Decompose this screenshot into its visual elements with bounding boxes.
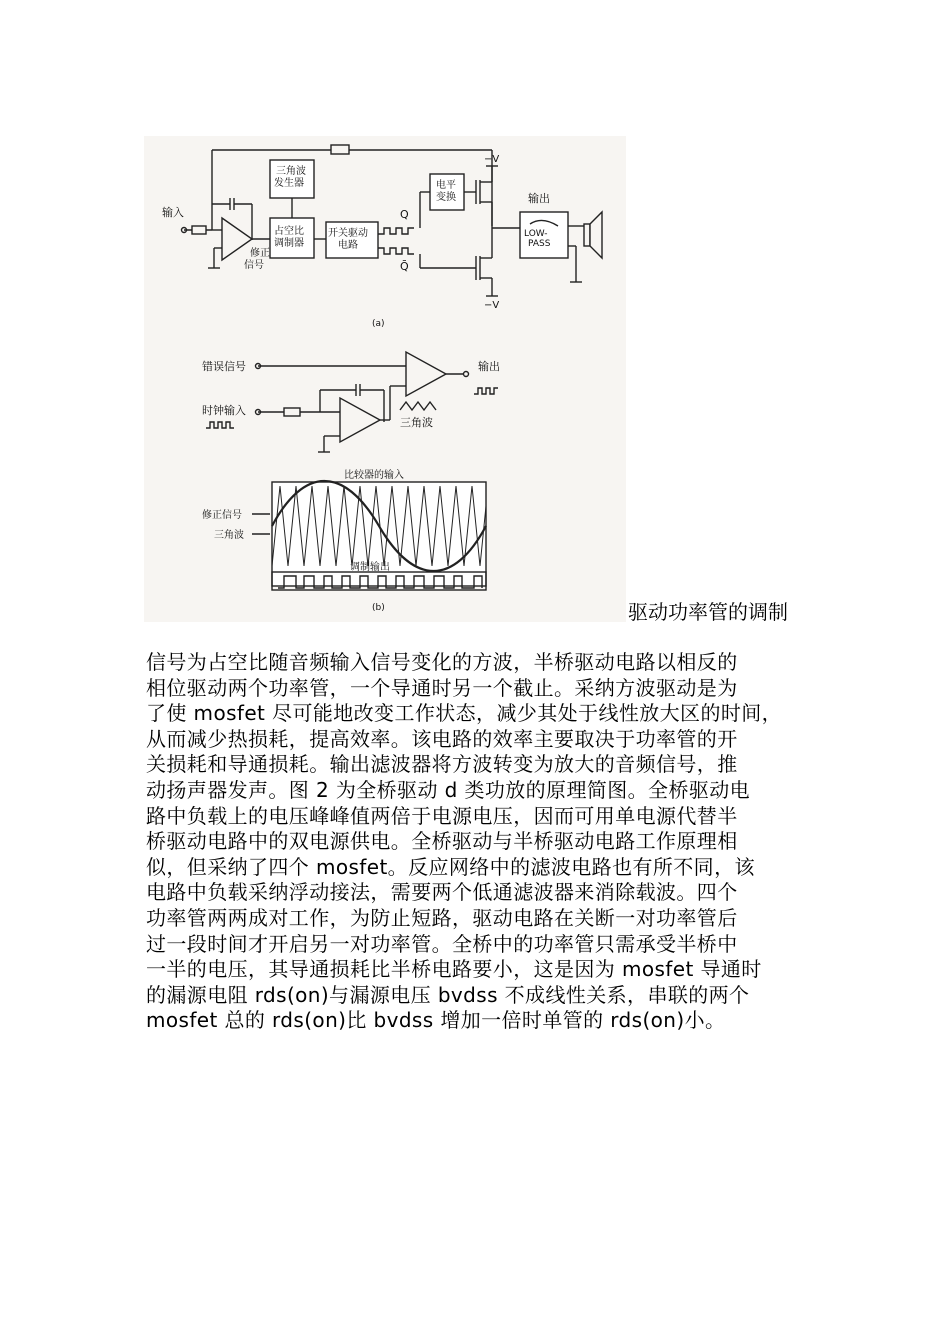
error-signal-label: 错误信号 bbox=[202, 360, 246, 373]
lowpass-line2: PASS bbox=[528, 239, 551, 249]
level-shift-line1: 电平 bbox=[436, 180, 456, 191]
level-shift-line2: 变换 bbox=[436, 192, 456, 203]
clock-input-label: 时钟输入 bbox=[202, 404, 246, 417]
lowpass-line1: LOW- bbox=[524, 229, 548, 239]
paragraph-line: 路中负载上的电压峰峰值两倍于电源电压，因而可用单电源代替半 bbox=[146, 803, 738, 828]
paragraph-line: 一半的电压，其导通损耗比半桥电路要小，这是因为 mosfet 导通时 bbox=[146, 957, 762, 982]
correction-line2: 信号 bbox=[244, 260, 264, 271]
output-label-b: 输出 bbox=[478, 360, 500, 373]
paragraph-line: 动扬声器发声。图 2 为全桥驱动 d 类功放的原理简图。全桥驱动电 bbox=[146, 777, 751, 802]
triangle-gen-label bbox=[274, 164, 309, 189]
q-bar-label: Q̄ bbox=[400, 260, 409, 273]
level-shift-label bbox=[436, 178, 459, 203]
q-label: Q bbox=[400, 208, 409, 221]
paragraph-line: 桥驱动电路中的双电源供电。全桥驱动与半桥驱动电路工作原理相 bbox=[146, 829, 738, 854]
paragraph-line: 功率管两两成对工作，为防止短路，驱动电路在关断一对功率管后 bbox=[146, 905, 738, 930]
paragraph-line: 关损耗和导通损耗。输出滤波器将方波转变为放大的音频信号，推 bbox=[146, 752, 738, 777]
output-label-a: 输出 bbox=[528, 192, 550, 205]
caption-a: (a) bbox=[372, 319, 385, 329]
vneg-bottom-label: −V bbox=[484, 300, 500, 311]
paragraph-line: 电路中负载采纳浮动接法，需要两个低通滤波器来消除载波。四个 bbox=[146, 880, 738, 905]
triangle-gen-line1: 三角波 bbox=[276, 166, 306, 177]
triangle-label-b: 三角波 bbox=[400, 416, 433, 429]
switch-driver-line2: 电路 bbox=[338, 240, 358, 251]
correction-line1: 修正 bbox=[250, 248, 270, 259]
paragraph-line: 信号为占空比随音频输入信号变化的方波，半桥驱动电路以相反的 bbox=[146, 650, 738, 674]
vneg-top-label: −V bbox=[484, 154, 500, 165]
duty-modulator-line2: 调制器 bbox=[274, 238, 304, 249]
body-paragraph bbox=[146, 650, 816, 1034]
paragraph-line: 过一段时间才开启另一对功率管。全桥中的功率管只需承受半桥中 bbox=[146, 931, 738, 956]
paragraph-line: 的漏源电阻 rds(on)与漏源电压 bvdss 不成线性关系，串联的两个 bbox=[146, 982, 750, 1007]
paragraph-line: 相位驱动两个功率管，一个导通时另一个截止。采纳方波驱动是为 bbox=[146, 675, 738, 700]
duty-modulator-label bbox=[274, 224, 307, 249]
input-label: 输入 bbox=[162, 206, 184, 219]
caption-tail: 驱动功率管的调制 bbox=[628, 600, 788, 624]
triangle-wave-label: 三角波 bbox=[214, 530, 244, 541]
class-d-amplifier-diagram bbox=[144, 136, 626, 622]
duty-modulator-line1: 占空比 bbox=[274, 226, 304, 237]
paragraph-line: 从而减少热损耗，提高效率。该电路的效率主要取决于功率管的开 bbox=[146, 726, 738, 751]
modulated-output-label: 调制输出 bbox=[350, 562, 390, 573]
lowpass-label bbox=[524, 229, 551, 249]
circuit-figure bbox=[144, 136, 626, 622]
correction-signal-label: 修正信号 bbox=[202, 510, 242, 521]
comparator-input-label: 比较器的输入 bbox=[344, 470, 404, 481]
triangle-gen-line2: 发生器 bbox=[274, 178, 304, 189]
caption-b: (b) bbox=[372, 603, 385, 613]
switch-driver-line1: 开关驱动 bbox=[328, 228, 368, 239]
paragraph-line: 似，但采纳了四个 mosfet。反应网络中的滤波电路也有所不同，该 bbox=[146, 854, 755, 879]
paragraph-line: 了使 mosfet 尽可能地改变工作状态，减少其处于线性放大区的时间， bbox=[146, 701, 783, 726]
paragraph-line: mosfet 总的 rds(on)比 bvdss 增加一倍时单管的 rds(on)小。 bbox=[146, 1008, 726, 1033]
